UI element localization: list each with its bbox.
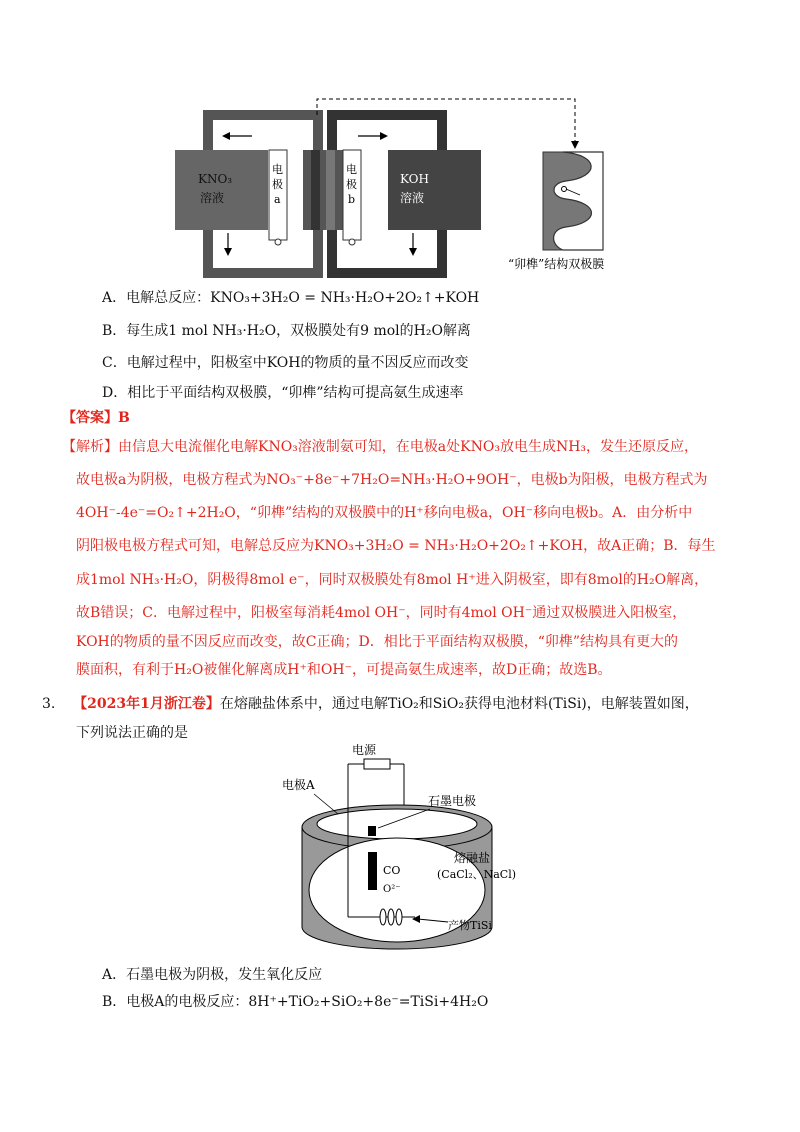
option-q3-a: A．石墨电极为阴极，发生氧化反应 [102, 967, 323, 983]
co-label: CO [383, 864, 401, 877]
molten-salt-label-2: (CaCl₂、NaCl) [437, 868, 517, 881]
analysis-line-7: KOH的物质的量不因反应而改变，故C正确；D．相比于平面结构双极膜，“卯榫”结构具有更大的 [76, 634, 679, 650]
power-label: 电源 [352, 743, 377, 757]
product-label: 产物TiSi [448, 919, 492, 932]
molten-salt-cell-diagram [280, 742, 530, 957]
question-source: 【2023年1月浙江卷】 [73, 696, 220, 712]
answer: 【答案】B [62, 410, 130, 426]
question-3-stem [42, 695, 699, 713]
option-q2-b: B．每生成1 mol NH₃·H₂O，双极膜处有9 mol的H₂O解离 [102, 323, 471, 339]
analysis-line-6: 故B错误；C．电解过程中，阳极室每消耗4mol OH⁻，同时有4mol OH⁻通过双极膜进入阳极室， [76, 605, 687, 621]
electrode-b-label-2: 极 [346, 178, 357, 191]
kno3-solution [175, 150, 268, 230]
question-stem-1: 在熔融盐体系中，通过电解TiO₂和SiO₂获得电池材料(TiSi)，电解装置如图， [219, 696, 699, 712]
analysis-line-8: 膜面积，有利于H₂O被催化解离成H⁺和OH⁻，可提高氨生成速率，故D正确；故选B。 [76, 662, 612, 678]
electrode-a-label-3: a [274, 193, 281, 206]
membrane-caption: “卯榫”结构双极膜 [508, 257, 605, 271]
koh-label: KOH [400, 172, 429, 186]
electrode-b-label-1: 电 [346, 163, 357, 176]
analysis-line-3: 4OH⁻-4e⁻=O₂↑+2H₂O，“卯榫”结构的双极膜中的H⁺移向电极a，OH⁻移向电极b。A．由分析中 [76, 505, 693, 521]
koh-label-2: 溶液 [400, 191, 425, 205]
option-q2-c: C．电解过程中，阳极室中KOH的物质的量不因反应而改变 [102, 355, 469, 371]
electrode-b-label-3: b [348, 193, 356, 206]
question-number: 3. [42, 696, 56, 712]
analysis-line-1: 【解析】由信息大电流催化电解KNO₃溶液制氨可知，在电极a处KNO₃放电生成NH₃，发生还原反应， [62, 439, 699, 455]
question-3-stem-2: 下列说法正确的是 [76, 725, 188, 741]
option-q3-b: B．电极A的电极反应：8H⁺+TiO₂+SiO₂+8e⁻=TiSi+4H₂O [102, 994, 489, 1010]
analysis-line-2: 故电极a为阴极，电极方程式为NO₃⁻+8e⁻+7H₂O=NH₃·H₂O+9OH⁻，电极b为阳极，电极方程式为 [76, 472, 708, 488]
option-q2-d: D．相比于平面结构双极膜，“卯榫”结构可提高氨生成速率 [102, 385, 464, 401]
o2-label: O²⁻ [383, 884, 401, 895]
electrolysis-cell-diagram [170, 95, 640, 280]
graphite-label: 石墨电极 [428, 794, 477, 808]
bipolar-membrane [303, 150, 343, 230]
power-source [364, 759, 390, 769]
electrode-a-label-1: 电 [272, 163, 283, 176]
kno3-label: KNO₃ [198, 172, 233, 186]
analysis-line-4: 阴阳极电极方程式可知，电解总反应为KNO₃+3H₂O = NH₃·H₂O+2O₂↑+KOH，故A正确；B．每生 [76, 538, 716, 554]
graphite-electrode [368, 826, 376, 836]
electrode-a-label: 电极A [282, 778, 315, 792]
electrode-a-label-2: 极 [272, 178, 283, 191]
kno3-label-2: 溶液 [200, 191, 225, 205]
koh-solution [388, 150, 481, 230]
analysis-line-5: 成1mol NH₃·H₂O，阴极得8mol e⁻，同时双极膜处有8mol H⁺进入阴极室，即有8mol的H₂O解离， [76, 572, 709, 588]
molten-salt-label: 熔融盐 [454, 851, 491, 865]
option-q2-a: A．电解总反应：KNO₃+3H₂O = NH₃·H₂O+2O₂↑+KOH [102, 290, 480, 306]
